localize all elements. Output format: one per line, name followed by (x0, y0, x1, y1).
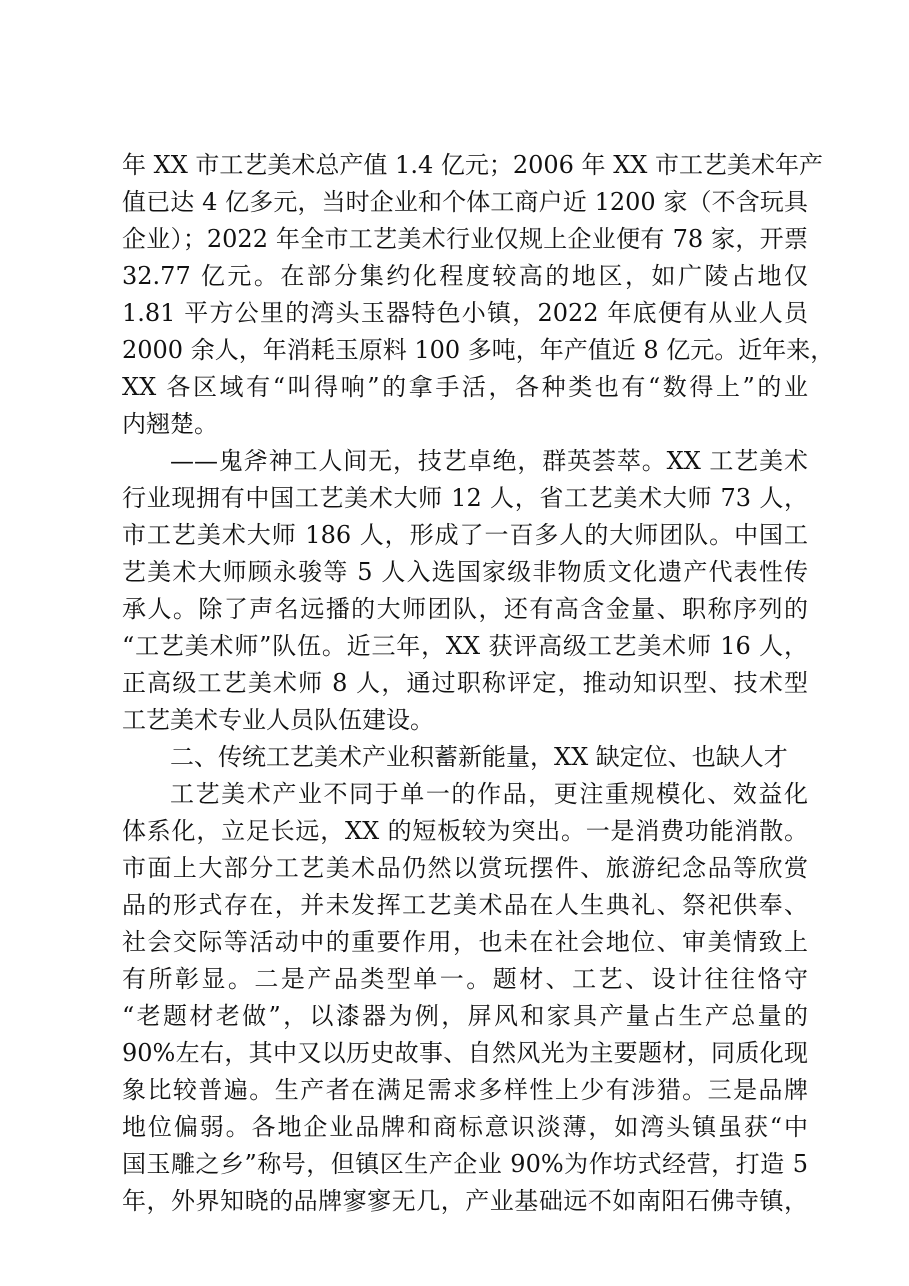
text-line: “老题材老做”，以漆器为例，屏风和家具产量占生产总量的 (122, 1002, 808, 1030)
section-heading (122, 739, 808, 776)
text-line: 有所彰显。二是产品类型单一。题材、工艺、设计往往恪守 (122, 965, 808, 993)
text-line: 国玉雕之乡”称号，但镇区生产企业 90%为作坊式经营，打造 5 (122, 1150, 808, 1178)
text-line: 地位偏弱。各地企业品牌和商标意识淡薄，如湾头镇虽获“中 (122, 1113, 808, 1141)
text-line: 象比较普遍。生产者在满足需求多样性上少有涉猎。三是品牌 (122, 1076, 808, 1104)
text-line: ——鬼斧神工人间无，技艺卓绝，群英荟萃。XX 工艺美术 (170, 447, 808, 475)
paragraph-shortcomings (122, 776, 808, 1220)
text-line: 体系化，立足长远，XX 的短板较为突出。一是消费功能消散。 (122, 817, 808, 845)
text-line: 企业）；2022 年全市工艺美术行业仅规上企业便有 78 家，开票 (122, 225, 808, 253)
text-line: 艺美术大师顾永骏等 5 人入选国家级非物质文化遗产代表性传 (122, 558, 808, 586)
text-line: 承人。除了声名远播的大师团队，还有高含金量、职称序列的 (122, 595, 808, 623)
text-line: 32.77 亿元。在部分集约化程度较高的地区，如广陵占地仅 (122, 262, 808, 290)
text-line: 工艺美术产业不同于单一的作品，更注重规模化、效益化 (170, 780, 808, 808)
text-line: 年，外界知晓的品牌寥寥无几，产业基础远不如南阳石佛寺镇， (122, 1187, 808, 1215)
text-line: 90%左右，其中又以历史故事、自然风光为主要题材，同质化现 (122, 1039, 808, 1067)
paragraph-masters-team (122, 443, 808, 739)
text-line: 年 XX 市工艺美术总产值 1.4 亿元；2006 年 XX 市工艺美术年产 (122, 151, 823, 179)
text-line: 1.81 平方公里的湾头玉器特色小镇，2022 年底便有从业人员 (122, 299, 808, 327)
text-line: 品的形式存在，并未发挥工艺美术品在人生典礼、祭祀供奉、 (122, 891, 808, 919)
text-line: 社会交际等活动中的重要作用，也未在社会地位、审美情致上 (122, 928, 808, 956)
section-heading-text: 二、传统工艺美术产业积蓄新能量，XX 缺定位、也缺人才 (170, 743, 788, 771)
paragraph-output-stats (122, 147, 835, 443)
text-line: XX 各区域有“叫得响”的拿手活，各种类也有“数得上”的业 (122, 373, 808, 401)
text-line: 市面上大部分工艺美术品仍然以赏玩摆件、旅游纪念品等欣赏 (122, 854, 808, 882)
text-line: 工艺美术专业人员队伍建设。 (122, 706, 434, 734)
text-line: “工艺美术师”队伍。近三年，XX 获评高级工艺美术师 16 人， (122, 632, 808, 660)
text-line: 行业现拥有中国工艺美术大师 12 人，省工艺美术大师 73 人， (122, 484, 808, 512)
document-body (122, 147, 835, 1220)
text-line: 内翘楚。 (122, 410, 218, 438)
text-line: 值已达 4 亿多元，当时企业和个体工商户近 1200 家（不含玩具 (122, 188, 808, 216)
text-line: 市工艺美术大师 186 人，形成了一百多人的大师团队。中国工 (122, 521, 808, 549)
text-line: 2000 余人，年消耗玉原料 100 多吨，年产值近 8 亿元。近年来， (122, 336, 835, 364)
text-line: 正高级工艺美术师 8 人，通过职称评定，推动知识型、技术型 (122, 669, 808, 697)
